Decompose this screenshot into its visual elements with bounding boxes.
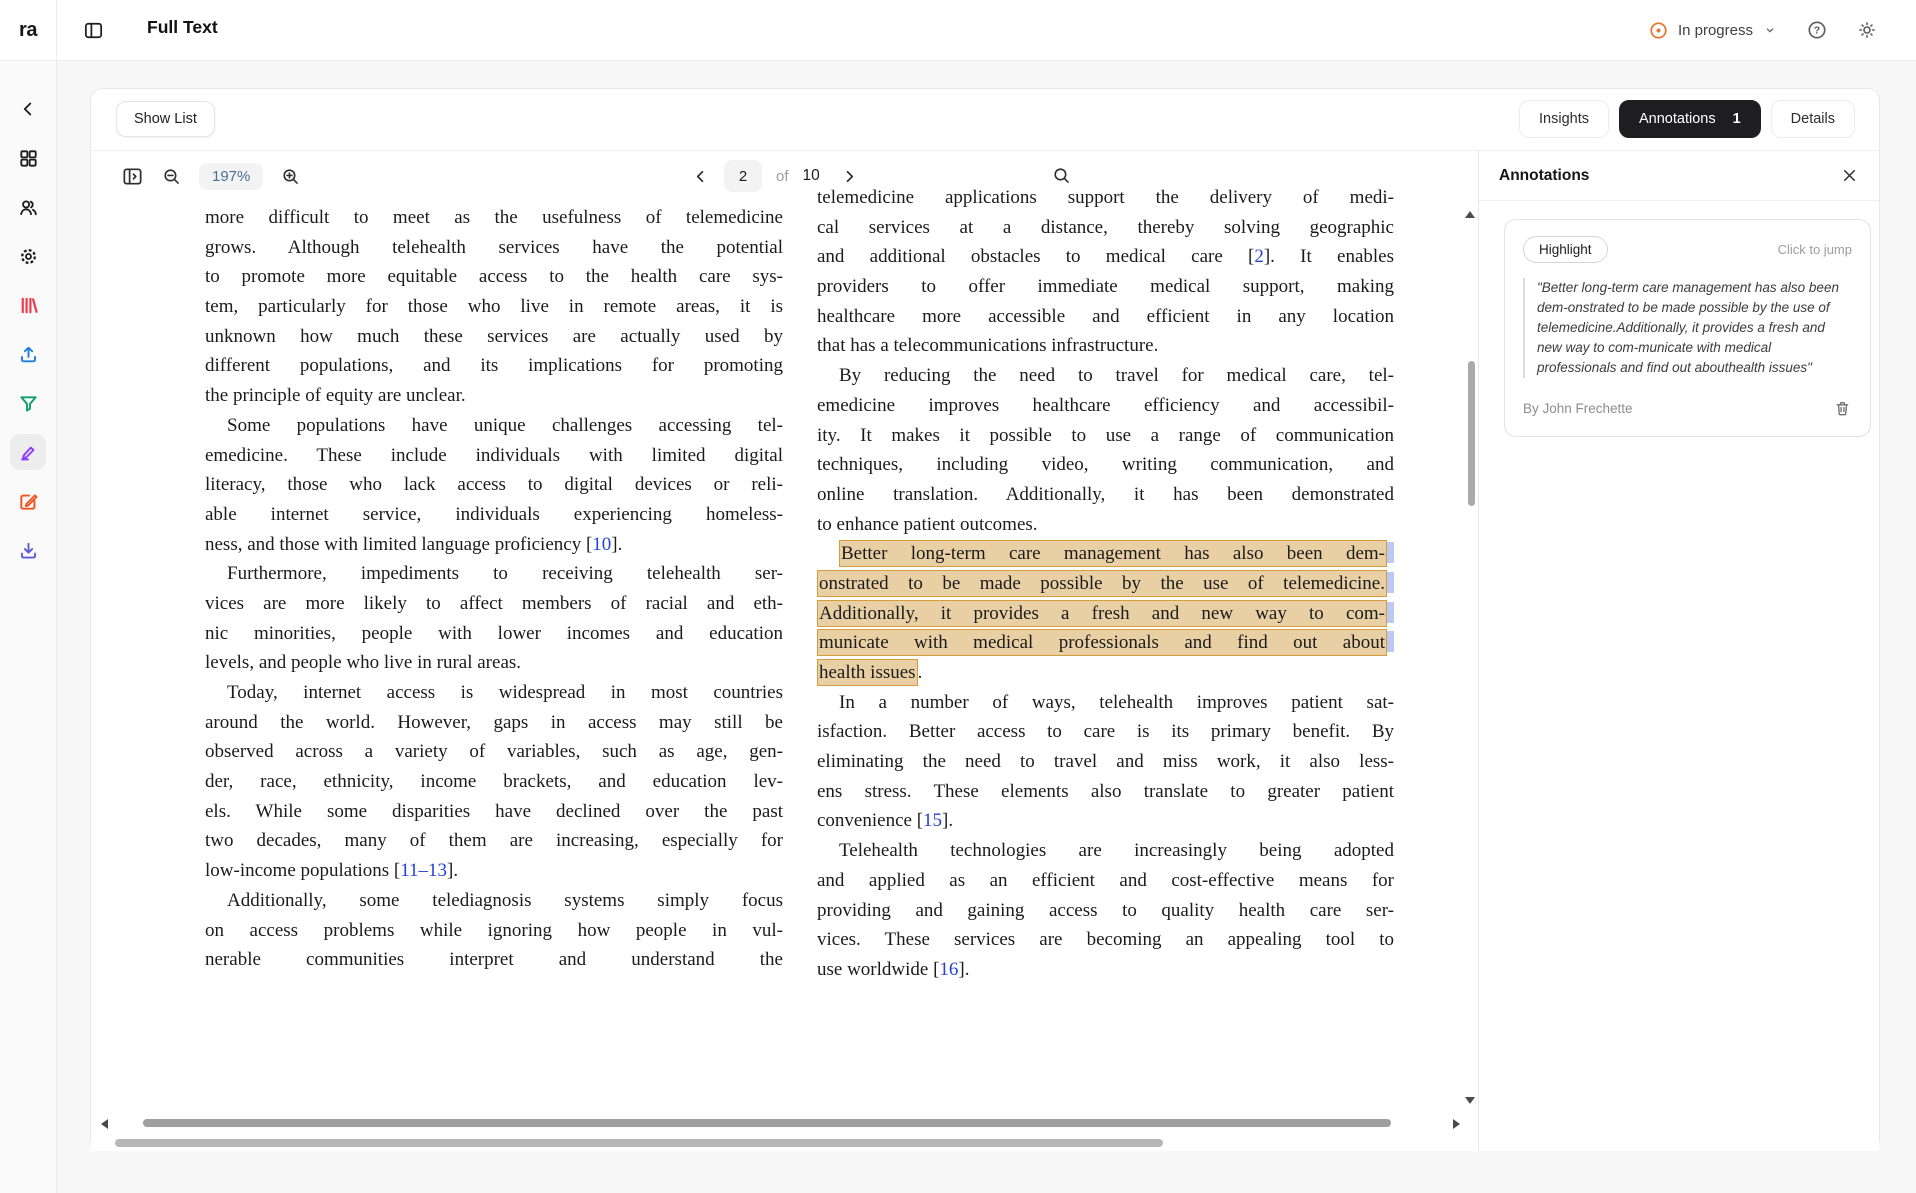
close-icon[interactable] [1840,166,1859,185]
annotation-card[interactable] [1504,219,1871,437]
pdf-text-line: nic minorities, people with lower incomes and education [205,622,783,644]
page-number-input[interactable] [724,160,762,192]
annotations-count-badge: 1 [1732,111,1741,127]
pdf-text-line: ness, and those with limited language proficiency [10]. [205,533,623,555]
pdf-text-line: telemedicine applications support the delivery of medi- [817,187,1394,208]
library-bars-icon [17,294,40,317]
pdf-column-right [817,187,1394,985]
annotations-panel [1478,151,1879,1151]
reference-link[interactable]: 15 [923,810,943,832]
download-icon [17,539,40,562]
pdf-text-line: emedicine improves healthcare efficiency and accessibil- [817,394,1394,416]
pdf-text-line: unknown how much these services are actually used by [205,325,783,347]
scroll-down-arrow[interactable] [1465,1097,1475,1104]
page-total: 10 [802,167,820,184]
pdf-text-line: Today, internet access is widespread in most countries [227,682,783,703]
reference-link[interactable]: 11–13 [400,860,448,882]
pdf-text-line: on access problems while ignoring how people in vul- [205,919,783,941]
svg-text:?: ? [1813,24,1821,37]
scroll-up-arrow[interactable] [1465,211,1475,218]
pdf-text-line: Furthermore, impediments to receiving telehealth ser- [227,563,783,585]
pdf-text-line: Some populations have unique challenges accessing tel- [227,414,783,436]
sidebar-item-filter[interactable] [10,385,46,421]
pdf-text-line: to enhance patient outcomes. [817,513,1038,535]
selection-marker [1387,602,1394,623]
prev-page-icon[interactable] [691,167,710,186]
pdf-text-line: two decades, many of them are increasing, especially for [205,830,783,852]
scroll-left-arrow[interactable] [101,1119,108,1129]
pdf-text-line: eliminating the need to travel and miss work, it also less- [817,751,1394,773]
upload-icon [17,343,40,366]
tab-insights[interactable]: Insights [1519,100,1609,138]
sidebar-item-highlighter[interactable] [10,434,46,470]
pdf-text-line: low-income populations [11–13]. [205,860,459,882]
status-dot-icon [1648,20,1669,41]
tab-details[interactable]: Details [1771,100,1855,138]
pdf-text-line: convenience [15]. [817,810,954,832]
chevron-left-icon [17,98,39,120]
pdf-text-line [817,569,1394,599]
sidebar-item-library[interactable] [10,287,46,323]
selection-marker [1387,631,1394,652]
pdf-text-line: techniques, including video, writing communication, and [817,454,1394,476]
pdf-text-line: els. While some disparities have declined over the past [205,800,783,822]
users-icon [17,196,40,219]
pdf-text-line: vices. These services are becoming an appealing tool to [817,929,1394,951]
horizontal-scrollbar-thumb[interactable] [143,1119,1391,1127]
pdf-text-line: different populations, and its implications for promoting [205,355,783,377]
annotation-quote: "Better long-term care management has also been dem-onstrated to be made possible by the use of telemedicine.Additionally, it provides a fresh and new way to com-municate with medical professionals and find out abouthealth issues" [1523,278,1852,378]
status-label: In progress [1677,21,1753,39]
pdf-text-line: levels, and people who live in rural areas. [205,652,522,674]
help-icon[interactable] [1806,19,1828,41]
pdf-text-line: that has a telecommunications infrastructure. [817,335,1159,357]
tab-annotations[interactable]: Annotations 1 [1619,100,1761,138]
pdf-text-line: grows. Although telehealth services have the potential [205,236,783,258]
pdf-text-line: use worldwide [16]. [817,958,970,980]
status-dropdown[interactable] [1648,20,1778,41]
reference-link[interactable]: 2 [1254,246,1264,268]
sidebar-item-download[interactable] [10,532,46,568]
sidebar-toggle-icon[interactable] [82,19,105,42]
view-tabs [1519,100,1855,138]
zoom-in-icon[interactable] [280,166,301,187]
pdf-text-line: providers to offer immediate medical support, making [817,276,1394,298]
pdf-text-line: emedicine. These include individuals with limited digital [205,444,783,466]
selection-marker [1387,572,1394,593]
pdf-text-line: cal services at a distance, thereby solving geographic [817,216,1394,238]
annotation-type-badge: Highlight [1523,236,1608,263]
reference-link[interactable]: 16 [939,958,959,980]
pdf-text-line: ity. It makes it possible to use a range of communication [817,424,1394,446]
highlighter-icon [17,441,40,464]
sidebar-item-dashboard[interactable] [10,140,46,176]
theme-sun-icon[interactable] [1856,19,1878,41]
outer-horizontal-scrollbar-thumb[interactable] [115,1139,1163,1147]
pdf-text-line: the principle of equity are unclear. [205,385,466,407]
selection-marker [1387,542,1394,563]
show-list-button[interactable]: Show List [116,101,215,137]
pdf-panel-toggle-icon[interactable] [121,165,144,188]
pdf-text-line: der, race, ethnicity, income brackets, and education lev- [205,771,783,793]
pdf-column-left [205,203,783,975]
filter-funnel-icon [17,392,40,415]
pdf-text-line: tem, particularly for those who live in remote areas, it is [205,296,783,318]
scroll-right-arrow[interactable] [1453,1119,1460,1129]
pdf-text-line: isfaction. Better access to care is its primary benefit. By [817,721,1394,743]
pdf-text-line: healthcare more accessible and efficient in any location [817,305,1394,327]
pdf-viewer [91,187,1480,1151]
pdf-highlight[interactable]: Additionally, it provides a fresh and new way to com- [817,600,1387,627]
gear-icon [17,245,40,268]
pdf-text-line: providing and gaining access to quality health care ser- [817,899,1394,921]
sidebar-item-team[interactable] [10,189,46,225]
pdf-text-line: nerable communities interpret and understand the [205,949,783,971]
click-to-jump-label: Click to jump [1777,242,1852,257]
vertical-scrollbar-thumb[interactable] [1468,361,1475,506]
top-bar [0,0,1916,61]
edit-square-icon [17,490,40,513]
pdf-text-line: vices are more likely to affect members of racial and eth- [205,592,783,614]
main-card [90,88,1880,1150]
sidebar-item-back[interactable] [10,91,46,127]
annotations-panel-header [1479,151,1879,201]
pdf-text-line: online translation. Additionally, it has been demonstrated [817,483,1394,505]
annotation-author: By John Frechette [1523,401,1633,416]
pdf-text-line: more difficult to meet as the usefulness of telemedicine [205,207,783,228]
pdf-text-line [817,628,1394,658]
pdf-highlight[interactable]: health issues [817,659,918,686]
grid-icon [17,147,40,170]
sidebar-item-upload[interactable] [10,336,46,372]
pdf-text-line: health issues . [817,658,1394,688]
pdf-highlight[interactable]: onstrated to be made possible by the use of telemedicine. [817,570,1387,597]
page-title: Full Text [147,17,218,37]
pdf-text-line: observed across a variety of variables, such as age, gen- [205,741,783,763]
pdf-text-line: ens stress. These elements also translate to greater patient [817,780,1394,802]
sidebar-item-settings[interactable] [10,238,46,274]
chevron-down-icon [1762,22,1778,38]
app-logo-text: ra [19,18,37,41]
zoom-out-icon[interactable] [161,166,182,187]
pdf-text-line: Telehealth technologies are increasingly being adopted [839,840,1394,862]
app-logo[interactable] [0,0,57,60]
pdf-text-line [817,599,1394,629]
page-of-label: of [776,167,789,185]
card-header [91,89,1879,151]
pdf-text-line: In a number of ways, telehealth improves patient sat- [839,691,1394,713]
pdf-text-line: and applied as an efficient and cost-effective means for [817,869,1394,891]
pdf-text-line [817,539,1394,569]
pdf-text-line: and additional obstacles to medical care [2]. It enables [817,246,1394,268]
pdf-text-line: literacy, those who lack access to digital devices or reli- [205,474,783,496]
pdf-text-line: able internet service, individuals experiencing homeless- [205,503,783,525]
pdf-highlight[interactable]: Better long-term care management has also been dem- [839,540,1387,567]
pdf-text-line: By reducing the need to travel for medical care, tel- [839,365,1394,387]
left-sidebar [0,61,57,1193]
annotations-panel-title: Annotations [1499,166,1590,184]
sidebar-item-edit[interactable] [10,483,46,519]
pdf-highlight[interactable]: municate with medical professionals and find out about [817,629,1387,656]
reference-link[interactable]: 10 [592,533,612,555]
pdf-text-line: Additionally, some telediagnosis systems simply focus [227,889,783,911]
pdf-text-line: to promote more equitable access to the health care sys- [205,266,783,288]
zoom-level[interactable]: 197% [199,163,263,190]
pdf-text-line: around the world. However, gaps in access may still be [205,711,783,733]
trash-icon[interactable] [1833,399,1852,418]
